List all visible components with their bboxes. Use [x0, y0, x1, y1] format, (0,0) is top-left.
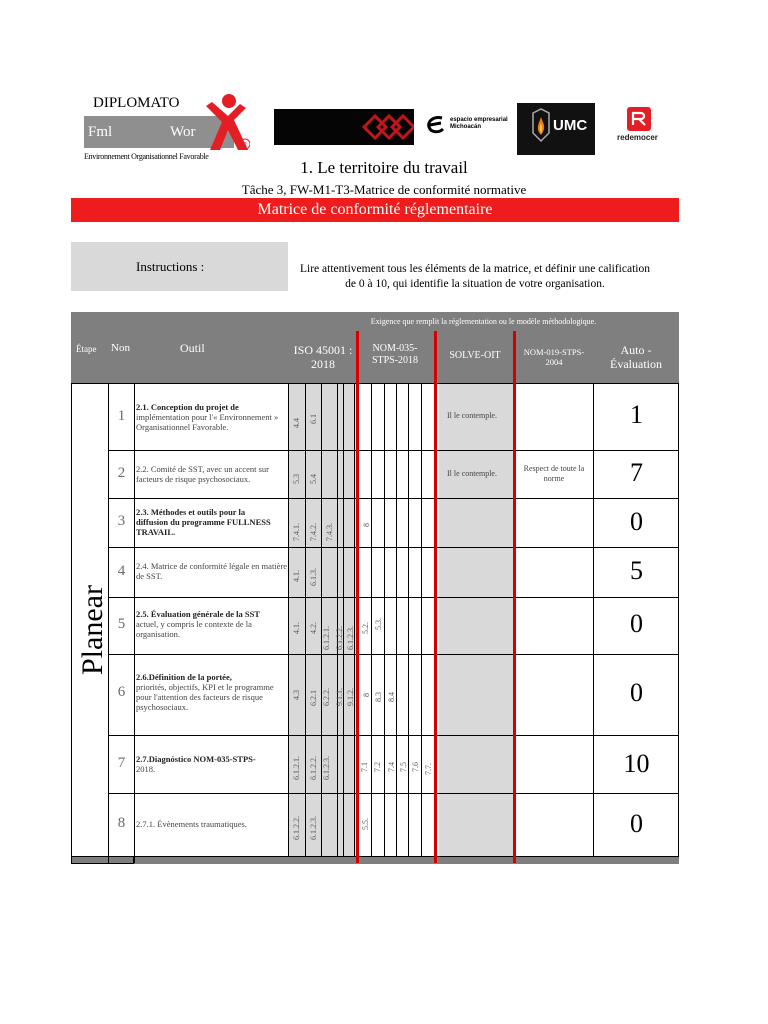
espacio-empresarial-logo [424, 112, 512, 138]
iso-ref: 7.4.1. [292, 523, 301, 541]
nom019-note: Respect de toute la norme [523, 464, 585, 483]
nom-ref: 7.4 [387, 762, 396, 772]
score-value: 1 [630, 400, 643, 429]
header-exigence: Exigence que remplit la réglementation ou le modèle méthodologique. [288, 312, 679, 331]
stage-label: Planear [76, 585, 109, 675]
umc-text: UMC [553, 117, 588, 134]
iso-ref: 6.1.2.1. [292, 756, 301, 780]
nom-ref: 7.7. [424, 763, 433, 775]
solve-note: Il le contemple. [447, 411, 497, 420]
row-number: 7 [117, 755, 126, 771]
score-value: 0 [630, 809, 643, 838]
iso-ref: 5.3 [292, 474, 301, 484]
header-iso: ISO 45001 : 2018 [288, 331, 357, 383]
row-tool-text: 2.6.Définition de la portée, priorités, objectifs, KPI et le programme pour l'attention des facteurs de risque psychosociaux. [136, 672, 274, 712]
instructions-text: Lire attentivement tous les éléments de la matrice, et définir une calification de 0 à 10, qui identifie la situation de votre organisation. [300, 263, 650, 290]
iso-ref: 7.4.3. [325, 523, 334, 541]
iso-ref: 6.1.3. [309, 568, 318, 586]
redemocer-logo [617, 107, 669, 149]
header-non: Non [108, 312, 135, 383]
nom-ref: 8 [362, 693, 371, 697]
row-number: 5 [117, 616, 126, 632]
nom-ref: 7.2 [373, 762, 382, 772]
row-number: 6 [117, 684, 126, 700]
nom-ref: 7.6 [411, 762, 420, 772]
nom-ref: 8.3 [374, 692, 383, 702]
row-number: 1 [117, 408, 126, 424]
nom-ref: 8 [362, 523, 371, 527]
score-value: 0 [630, 507, 643, 536]
logo-word-2: Wor [170, 124, 196, 140]
svg-text:R: R [242, 142, 247, 149]
header-etape: Étape [71, 312, 108, 383]
redemocer-text: redemocer [617, 133, 658, 142]
diamond-logo-icon [274, 109, 414, 145]
header-auto: Auto - Évaluation [594, 331, 679, 383]
iso-ref: 4.1. [292, 570, 301, 582]
score-value: 5 [630, 556, 643, 585]
nom-ref: 7.1 [360, 762, 369, 772]
iso-ref: 6.1.2.2. [309, 756, 318, 780]
instructions-box [71, 242, 288, 291]
iso-ref: 6.1.2.3. [309, 816, 318, 840]
iso-ref: 5.4 [309, 474, 318, 484]
iso-ref: 4.3 [292, 690, 301, 700]
nom-ref: 7.5 [399, 762, 408, 772]
iso-ref: 6.1.2.1. [322, 626, 331, 650]
score-value: 0 [630, 678, 643, 707]
iso-ref: 6.2.1 [309, 690, 318, 706]
row-number: 8 [117, 815, 126, 831]
diplomato-logo-title: DIPLOMATO [93, 95, 180, 111]
logo-word-1: Fml [88, 124, 113, 140]
nom-ref: 5.3. [374, 618, 383, 630]
nom-ref: 5.5. [361, 818, 370, 830]
solve-note: Il le contemple. [447, 469, 497, 478]
iso-ref: 9.1.2. [346, 688, 355, 706]
iso-ref: 9.1.1. [335, 688, 344, 706]
iso-ref: 6.1.2.2. [292, 816, 301, 840]
iso-ref: 4.2. [309, 622, 318, 634]
logo-subtitle: Environnement Organisationnel Favorable [84, 152, 209, 161]
iso-ref: 6.1.2.3. [322, 756, 331, 780]
row-tool-text: 2.7.Diagnóstico NOM-035-STPS- 2018. [136, 754, 256, 774]
score-value: 10 [623, 749, 650, 778]
solve-col-bg [439, 384, 514, 856]
header-solve: SOLVE-OIT [436, 331, 514, 383]
row-number: 4 [117, 563, 126, 579]
iso-ref: 4.4 [292, 418, 301, 428]
row-number: 2 [117, 465, 126, 481]
red-figure-icon [200, 92, 250, 154]
header-nom035: NOM-035-STPS-2018 [357, 331, 436, 383]
row-tool-text: 2.2. Comité de SST, avec un accent sur facteurs de risque psychosociaux. [136, 464, 269, 484]
iso-ref: 6.1 [309, 414, 318, 424]
score-value: 0 [630, 609, 643, 638]
matrix-banner: Matrice de conformité réglementaire [71, 198, 679, 222]
row-tool-text: 2.3. Méthodes et outils pour la diffusion du programme FULLNESS TRAVAIL. [136, 507, 271, 537]
row-tool-text: 2.5. Évaluation générale de la SST actuel, y compris le contexte de la organisation. [136, 609, 260, 639]
score-value: 7 [630, 458, 643, 487]
page-title: 1. Le territoire du travail [300, 158, 468, 177]
iso-ref: 6.1.2.2. [335, 626, 344, 650]
umc-logo [517, 103, 595, 155]
espacio-text: espacio empresarial Michoacán [450, 117, 508, 130]
iso-ref: 7.4.2. [309, 523, 318, 541]
nom-ref: 8.4 [387, 692, 396, 702]
header-outil: Outil [135, 312, 288, 383]
row-tool-text: 2.7.1. Évènements traumatiques. [136, 819, 247, 829]
nom-ref: 5.2. [361, 622, 370, 634]
partner-logo-black [274, 109, 414, 145]
task-subtitle: Tâche 3, FW-M1-T3-Matrice de conformité normative [241, 182, 527, 197]
iso-ref: 6.1.2.3. [346, 626, 355, 650]
row-tool-text: 2.1. Conception du projet de implémentation pour l'« Environnement » Organisationnel Favorable. [136, 402, 279, 432]
iso-ref: 4.1. [292, 622, 301, 634]
redemocer-square-icon [627, 107, 651, 131]
iso-ref: 6.2.2. [322, 688, 331, 706]
instructions-label: Instructions : [136, 259, 205, 274]
header-nom019: NOM-019-STPS-2004 [514, 331, 594, 383]
row-tool-text: 2.4. Matrice de conformité légale en matière de SST. [136, 561, 288, 581]
row-number: 3 [117, 513, 126, 529]
